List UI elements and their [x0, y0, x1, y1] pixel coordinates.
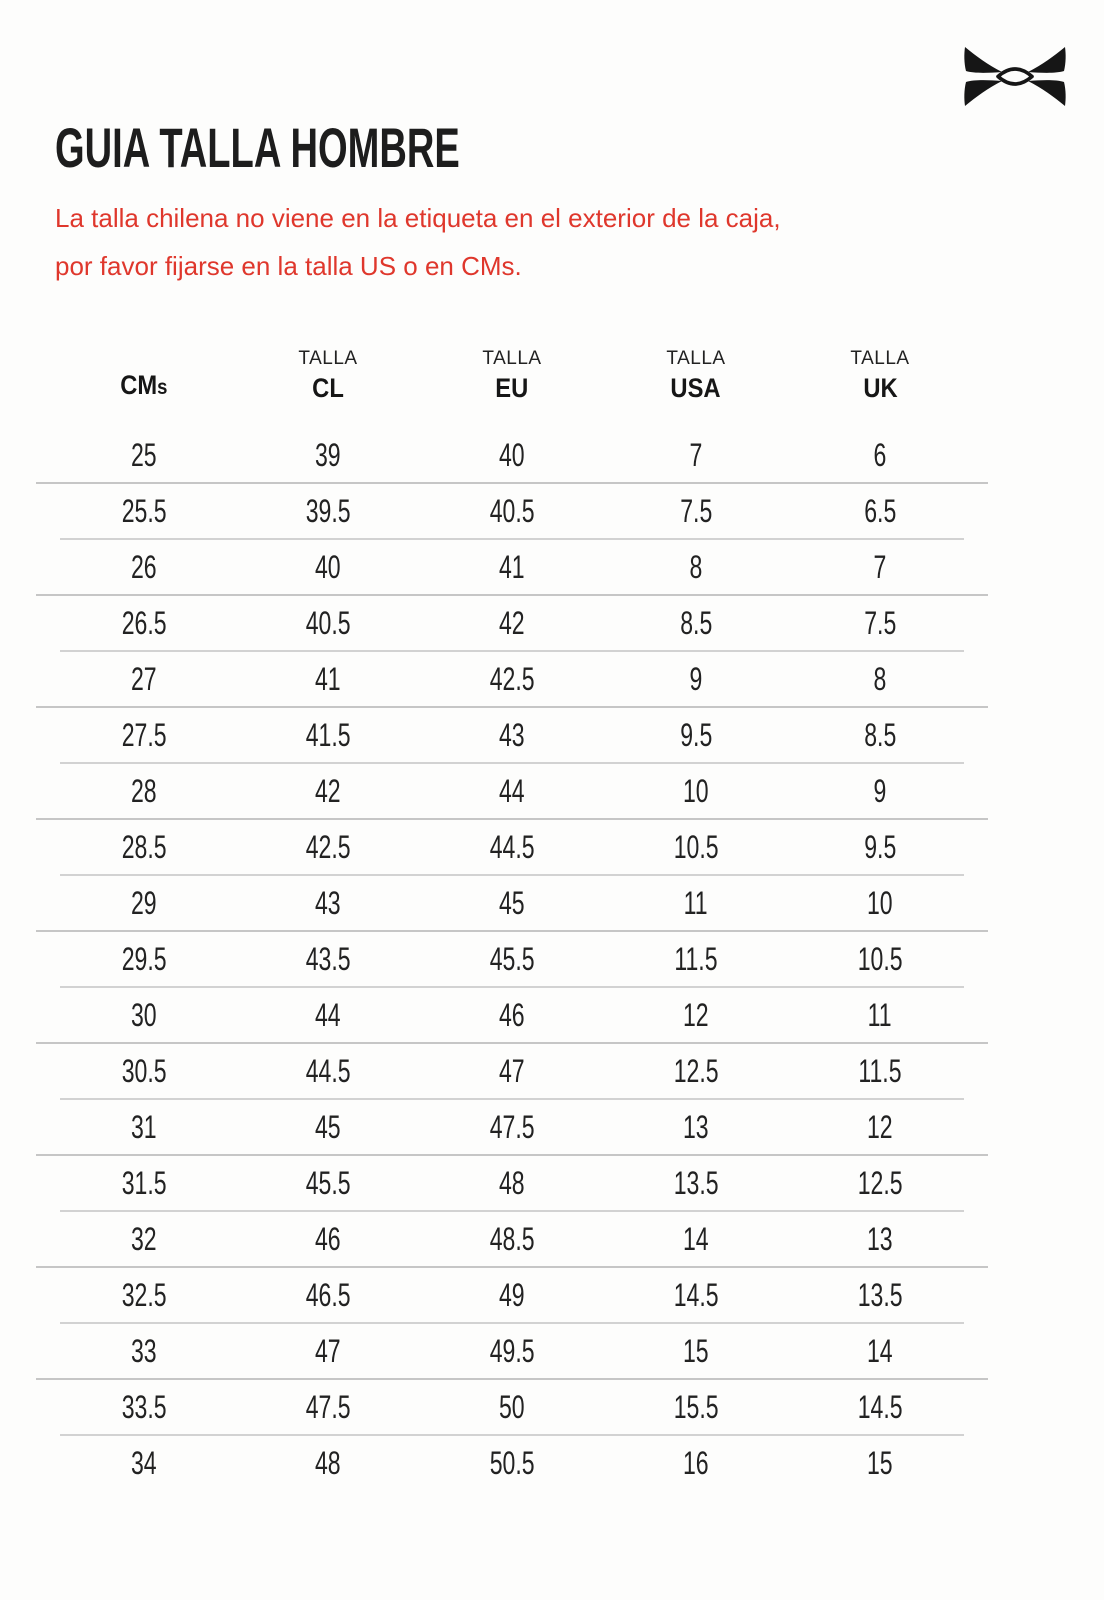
size-value: 46.5	[305, 1276, 351, 1313]
row-separator	[36, 706, 988, 708]
size-cell	[788, 437, 972, 474]
size-cell	[788, 493, 972, 530]
size-value: 15	[683, 1332, 709, 1369]
size-cell	[52, 1109, 236, 1146]
size-value: 30	[131, 996, 157, 1033]
size-value: 44.5	[489, 828, 535, 865]
size-cell	[604, 1109, 788, 1146]
size-value: 47.5	[305, 1388, 351, 1425]
size-cell	[236, 1277, 420, 1314]
size-value: 40.5	[305, 604, 351, 641]
size-value: 15.5	[673, 1388, 719, 1425]
size-cell	[788, 1445, 972, 1482]
table-row	[52, 539, 972, 595]
row-separator	[60, 538, 964, 540]
size-cell	[788, 717, 972, 754]
row-separator	[36, 1378, 988, 1380]
size-value: 11.5	[674, 940, 718, 977]
size-cell	[604, 773, 788, 810]
size-value: 32.5	[121, 1276, 167, 1313]
size-value: 29.5	[121, 940, 167, 977]
column-header-usa	[604, 344, 788, 405]
size-cell	[788, 1165, 972, 1202]
size-cell	[604, 1389, 788, 1426]
column-header-label: UK	[862, 373, 898, 403]
size-value: 8.5	[679, 604, 713, 641]
size-value: 44	[315, 996, 341, 1033]
column-header-label: CMs	[120, 370, 168, 400]
size-value: 50.5	[489, 1444, 535, 1481]
size-value: 29	[131, 884, 157, 921]
table-row	[52, 651, 972, 707]
table-row	[52, 595, 972, 651]
size-cell	[420, 549, 604, 586]
size-value: 11.5	[858, 1052, 902, 1089]
size-cell	[420, 1277, 604, 1314]
column-header-sub: TALLA	[482, 348, 542, 369]
table-row	[52, 1379, 972, 1435]
size-value: 13.5	[673, 1164, 719, 1201]
table-row	[52, 931, 972, 987]
size-value: 15	[867, 1444, 893, 1481]
size-cell	[52, 1389, 236, 1426]
table-row	[52, 987, 972, 1043]
size-value: 11	[868, 996, 892, 1033]
size-value: 9.5	[863, 828, 897, 865]
size-cell	[788, 549, 972, 586]
size-cell	[420, 773, 604, 810]
size-cell	[788, 1333, 972, 1370]
size-value: 44	[499, 772, 525, 809]
size-value: 46	[315, 1220, 341, 1257]
size-value: 47	[499, 1052, 525, 1089]
size-value: 41	[499, 548, 525, 585]
size-value: 10.5	[857, 940, 903, 977]
column-header-label: CL	[312, 373, 344, 403]
size-value: 14	[867, 1332, 893, 1369]
size-cell	[420, 829, 604, 866]
size-value: 12.5	[857, 1164, 903, 1201]
size-table	[52, 344, 972, 1491]
size-value: 45.5	[305, 1164, 351, 1201]
size-value: 14	[683, 1220, 709, 1257]
size-cell	[52, 661, 236, 698]
size-value: 16	[683, 1444, 709, 1481]
size-cell	[236, 829, 420, 866]
size-value: 43.5	[305, 940, 351, 977]
size-cell	[604, 549, 788, 586]
size-cell	[420, 661, 604, 698]
row-separator	[36, 482, 988, 484]
row-separator	[60, 1322, 964, 1324]
size-value: 12.5	[673, 1052, 719, 1089]
size-cell	[236, 773, 420, 810]
size-value: 7.5	[863, 604, 897, 641]
size-value: 27.5	[121, 716, 167, 753]
size-cell	[52, 1333, 236, 1370]
size-cell	[420, 941, 604, 978]
size-value: 47	[315, 1332, 341, 1369]
size-cell	[52, 773, 236, 810]
column-header-sub: TALLA	[666, 348, 726, 369]
size-value: 33	[131, 1332, 157, 1369]
row-separator	[60, 762, 964, 764]
size-value: 7	[689, 436, 703, 473]
size-value: 8	[689, 548, 703, 585]
size-cell	[420, 1445, 604, 1482]
size-value: 25.5	[121, 492, 167, 529]
size-cell	[236, 941, 420, 978]
notice-text	[55, 194, 955, 290]
size-value: 9	[689, 660, 703, 697]
table-row	[52, 1043, 972, 1099]
size-cell	[420, 717, 604, 754]
size-value: 7	[873, 548, 887, 585]
column-header-label: USA	[670, 373, 722, 403]
size-cell	[52, 1445, 236, 1482]
size-value: 48	[315, 1444, 341, 1481]
size-value: 39	[315, 436, 341, 473]
table-row	[52, 1211, 972, 1267]
size-value: 40	[499, 436, 525, 473]
size-value: 45	[499, 884, 525, 921]
size-value: 12	[867, 1108, 893, 1145]
size-cell	[604, 605, 788, 642]
column-header-uk	[788, 344, 972, 405]
notice-line-1: La talla chilena no viene en la etiqueta en el exterior de la caja,	[55, 203, 781, 233]
size-cell	[52, 829, 236, 866]
size-value: 47.5	[489, 1108, 535, 1145]
size-cell	[420, 437, 604, 474]
size-value: 10	[683, 772, 709, 809]
table-row	[52, 707, 972, 763]
size-value: 44.5	[305, 1052, 351, 1089]
size-value: 41	[315, 660, 341, 697]
row-separator	[36, 818, 988, 820]
size-cell	[788, 1053, 972, 1090]
size-cell	[604, 1165, 788, 1202]
under-armour-logo-icon	[962, 46, 1068, 107]
row-separator	[60, 1210, 964, 1212]
row-separator	[60, 1098, 964, 1100]
row-separator	[36, 930, 988, 932]
size-cell	[604, 941, 788, 978]
row-separator	[36, 1042, 988, 1044]
size-cell	[420, 605, 604, 642]
size-cell	[236, 1053, 420, 1090]
size-cell	[788, 661, 972, 698]
size-cell	[420, 1053, 604, 1090]
row-separator	[60, 650, 964, 652]
size-value: 14.5	[857, 1388, 903, 1425]
row-separator	[60, 986, 964, 988]
size-cell	[236, 997, 420, 1034]
size-value: 13	[683, 1108, 709, 1145]
size-value: 50	[499, 1388, 525, 1425]
size-value: 43	[499, 716, 525, 753]
size-cell	[604, 1333, 788, 1370]
size-cell	[236, 605, 420, 642]
size-value: 48.5	[489, 1220, 535, 1257]
size-cell	[236, 885, 420, 922]
size-value: 31.5	[121, 1164, 167, 1201]
row-separator	[36, 1154, 988, 1156]
size-cell	[604, 1221, 788, 1258]
size-cell	[236, 1221, 420, 1258]
size-cell	[420, 1109, 604, 1146]
size-value: 14.5	[673, 1276, 719, 1313]
size-value: 31	[131, 1108, 157, 1145]
size-value: 42.5	[489, 660, 535, 697]
size-value: 6	[873, 436, 887, 473]
table-row	[52, 1155, 972, 1211]
size-value: 49	[499, 1276, 525, 1313]
size-cell	[52, 1221, 236, 1258]
size-cell	[236, 493, 420, 530]
size-value: 7.5	[679, 492, 713, 529]
size-value: 10.5	[673, 828, 719, 865]
size-cell	[604, 661, 788, 698]
size-cell	[52, 1277, 236, 1314]
size-value: 46	[499, 996, 525, 1033]
size-value: 6.5	[863, 492, 897, 529]
notice-line-2: por favor fijarse en la talla US o en CMs.	[55, 251, 522, 281]
size-cell	[604, 829, 788, 866]
size-cell	[236, 717, 420, 754]
size-value: 12	[683, 996, 709, 1033]
size-value: 41.5	[305, 716, 351, 753]
table-header	[52, 344, 972, 405]
table-row	[52, 1323, 972, 1379]
column-header-label: EU	[495, 373, 529, 403]
size-value: 48	[499, 1164, 525, 1201]
size-cell	[420, 1389, 604, 1426]
size-cell	[788, 773, 972, 810]
table-row	[52, 1267, 972, 1323]
size-cell	[788, 829, 972, 866]
table-row	[52, 875, 972, 931]
size-cell	[788, 1221, 972, 1258]
row-separator	[36, 1266, 988, 1268]
size-cell	[788, 605, 972, 642]
size-value: 28	[131, 772, 157, 809]
table-row	[52, 1435, 972, 1491]
size-cell	[236, 549, 420, 586]
size-value: 27	[131, 660, 157, 697]
size-cell	[788, 885, 972, 922]
size-value: 8	[873, 660, 887, 697]
size-value: 32	[131, 1220, 157, 1257]
size-value: 28.5	[121, 828, 167, 865]
size-value: 10	[867, 884, 893, 921]
size-cell	[52, 437, 236, 474]
table-row	[52, 1099, 972, 1155]
size-value: 11	[684, 884, 708, 921]
column-header-eu	[420, 344, 604, 405]
table-row	[52, 427, 972, 483]
size-cell	[604, 437, 788, 474]
size-value: 25	[131, 436, 157, 473]
size-cell	[420, 1333, 604, 1370]
table-row	[52, 763, 972, 819]
size-cell	[52, 885, 236, 922]
size-cell	[52, 1165, 236, 1202]
size-cell	[236, 1389, 420, 1426]
size-cell	[604, 493, 788, 530]
size-cell	[420, 885, 604, 922]
size-value: 40.5	[489, 492, 535, 529]
size-cell	[52, 1053, 236, 1090]
size-value: 9.5	[679, 716, 713, 753]
size-cell	[420, 1165, 604, 1202]
size-cell	[420, 1221, 604, 1258]
row-separator	[36, 594, 988, 596]
size-cell	[236, 1109, 420, 1146]
size-cell	[236, 1165, 420, 1202]
size-value: 26.5	[121, 604, 167, 641]
size-cell	[52, 493, 236, 530]
size-value: 9	[873, 772, 887, 809]
size-cell	[52, 941, 236, 978]
size-cell	[420, 493, 604, 530]
size-cell	[788, 997, 972, 1034]
table-row	[52, 819, 972, 875]
column-header-cl	[236, 344, 420, 405]
size-cell	[52, 997, 236, 1034]
size-cell	[52, 717, 236, 754]
size-value: 30.5	[121, 1052, 167, 1089]
size-cell	[236, 437, 420, 474]
size-value: 39.5	[305, 492, 351, 529]
size-cell	[604, 717, 788, 754]
size-value: 45	[315, 1108, 341, 1145]
column-header-sub: TALLA	[298, 348, 358, 369]
table-row	[52, 483, 972, 539]
size-cell	[236, 661, 420, 698]
size-value: 8.5	[863, 716, 897, 753]
size-value: 49.5	[489, 1332, 535, 1369]
table-rows	[52, 427, 972, 1491]
column-header-cms	[52, 344, 236, 405]
row-separator	[60, 1434, 964, 1436]
size-cell	[420, 997, 604, 1034]
size-value: 26	[131, 548, 157, 585]
size-value: 45.5	[489, 940, 535, 977]
size-cell	[604, 1053, 788, 1090]
size-cell	[52, 605, 236, 642]
size-value: 40	[315, 548, 341, 585]
size-value: 13	[867, 1220, 893, 1257]
size-cell	[788, 1277, 972, 1314]
size-value: 43	[315, 884, 341, 921]
size-cell	[604, 1445, 788, 1482]
size-cell	[788, 941, 972, 978]
size-cell	[604, 885, 788, 922]
size-value: 33.5	[121, 1388, 167, 1425]
column-header-sub: TALLA	[850, 348, 910, 369]
size-value: 42	[315, 772, 341, 809]
size-cell	[236, 1333, 420, 1370]
size-value: 13.5	[857, 1276, 903, 1313]
size-cell	[52, 549, 236, 586]
size-value: 34	[131, 1444, 157, 1481]
size-cell	[236, 1445, 420, 1482]
page-title: GUIA TALLA HOMBRE	[55, 116, 460, 179]
size-value: 42	[499, 604, 525, 641]
size-cell	[788, 1109, 972, 1146]
size-cell	[788, 1389, 972, 1426]
row-separator	[60, 874, 964, 876]
size-cell	[604, 997, 788, 1034]
size-value: 42.5	[305, 828, 351, 865]
size-cell	[604, 1277, 788, 1314]
